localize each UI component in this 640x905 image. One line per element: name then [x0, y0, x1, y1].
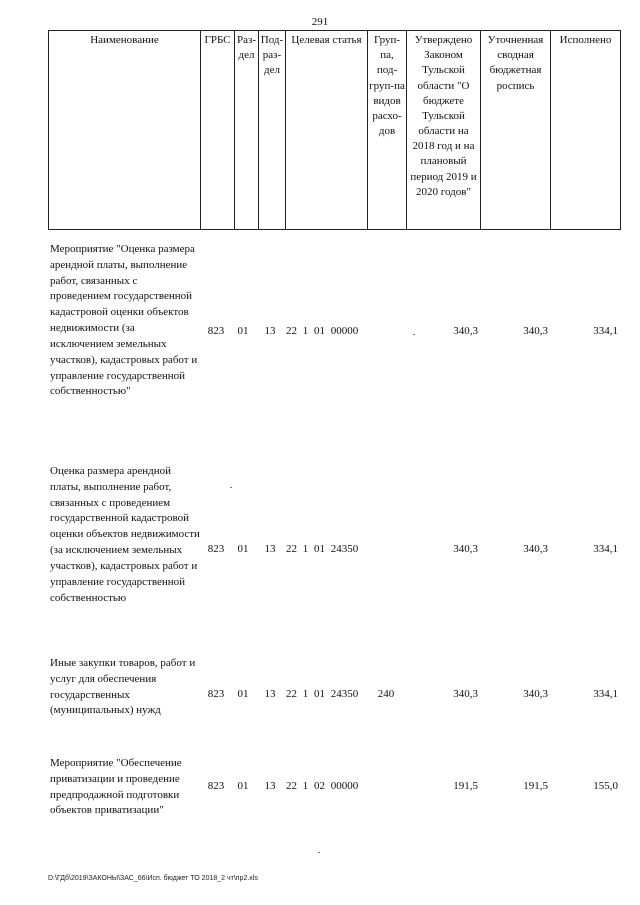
header-podrazdel: Под-раз-дел [259, 31, 286, 230]
cell-utochnennaya: 340,3 [523, 543, 548, 555]
cell-ispolneno: 155,0 [593, 780, 618, 792]
cell-celevaya-statya: 22 1 02 00000 [286, 780, 359, 792]
header-naimenovanie: Наименование [49, 31, 201, 230]
cell-utverzhdeno: 340,3 [453, 325, 478, 337]
cell-utochnennaya: 191,5 [523, 780, 548, 792]
header-razdel: Раз-дел [235, 31, 259, 230]
scan-speck [413, 334, 415, 335]
cell-razdel: 01 [237, 780, 249, 792]
cell-ispolneno: 334,1 [593, 688, 618, 700]
cell-celevaya-statya: 22 1 01 00000 [286, 325, 359, 337]
cell-razdel: 01 [237, 543, 249, 555]
row-name: Иные закупки товаров, работ и услуг для обеспечения государственных (муниципальных) нужд [50, 657, 196, 717]
cell-celevaya-statya: 22 1 01 24350 [286, 688, 359, 700]
header-celevaya-statya: Целевая статья [286, 31, 368, 230]
row-name: Мероприятие "Оценка размера арендной платы, выполнение работ, связанных с проведением государственной кадастровой оценки объектов недвижимости (за исключением земельных участков), кадастровых работ и управление государственной собственностью" [50, 243, 198, 398]
header-ispolneno: Исполнено [551, 31, 621, 230]
row-name: Мероприятие "Обеспечение приватизации и проведение предпродажной подготовки объектов приватизации" [50, 757, 182, 817]
row-name: Оценка размера арендной платы, выполнение работ, связанных с проведением государственной кадастровой оценки объектов недвижимости (за исключением земельных участков), кадастровых работ и управление государственной собственностью [50, 465, 200, 604]
cell-podrazdel: 13 [264, 780, 276, 792]
scan-speck [318, 852, 320, 853]
cell-celevaya-statya: 22 1 01 24350 [286, 543, 359, 555]
page-number: 291 [311, 16, 329, 28]
header-utochnennaya: Уточненная сводная бюджетная роспись [481, 31, 551, 230]
cell-grbs: 823 [207, 688, 225, 700]
cell-utochnennaya: 340,3 [523, 688, 548, 700]
file-path-footer: D:\ГДб\2019\ЗАКОНЫ\ЗАС_66\Исп. бюджет ТО 2018_2 чт\пр2.xls [48, 875, 258, 882]
cell-utochnennaya: 340,3 [523, 325, 548, 337]
cell-ispolneno: 334,1 [593, 325, 618, 337]
cell-gruppa: 240 [377, 688, 395, 700]
cell-utverzhdeno: 340,3 [453, 543, 478, 555]
cell-podrazdel: 13 [264, 325, 276, 337]
cell-razdel: 01 [237, 325, 249, 337]
cell-grbs: 823 [207, 543, 225, 555]
cell-grbs: 823 [207, 780, 225, 792]
cell-ispolneno: 334,1 [593, 543, 618, 555]
cell-razdel: 01 [237, 688, 249, 700]
cell-utverzhdeno: 191,5 [453, 780, 478, 792]
cell-podrazdel: 13 [264, 688, 276, 700]
header-gruppa-vidov-rashodov: Груп-па, под-груп-па видов расхо-дов [368, 31, 407, 230]
cell-grbs: 823 [207, 325, 225, 337]
table-header [48, 30, 621, 230]
scan-speck [230, 487, 232, 488]
cell-utverzhdeno: 340,3 [453, 688, 478, 700]
header-grbs: ГРБС [201, 31, 235, 230]
header-utverzhdeno: Утверждено Законом Тульской области "О бюджете Тульской области на 2018 год и на плановый период 2019 и 2020 годов" [407, 31, 481, 230]
cell-podrazdel: 13 [264, 543, 276, 555]
